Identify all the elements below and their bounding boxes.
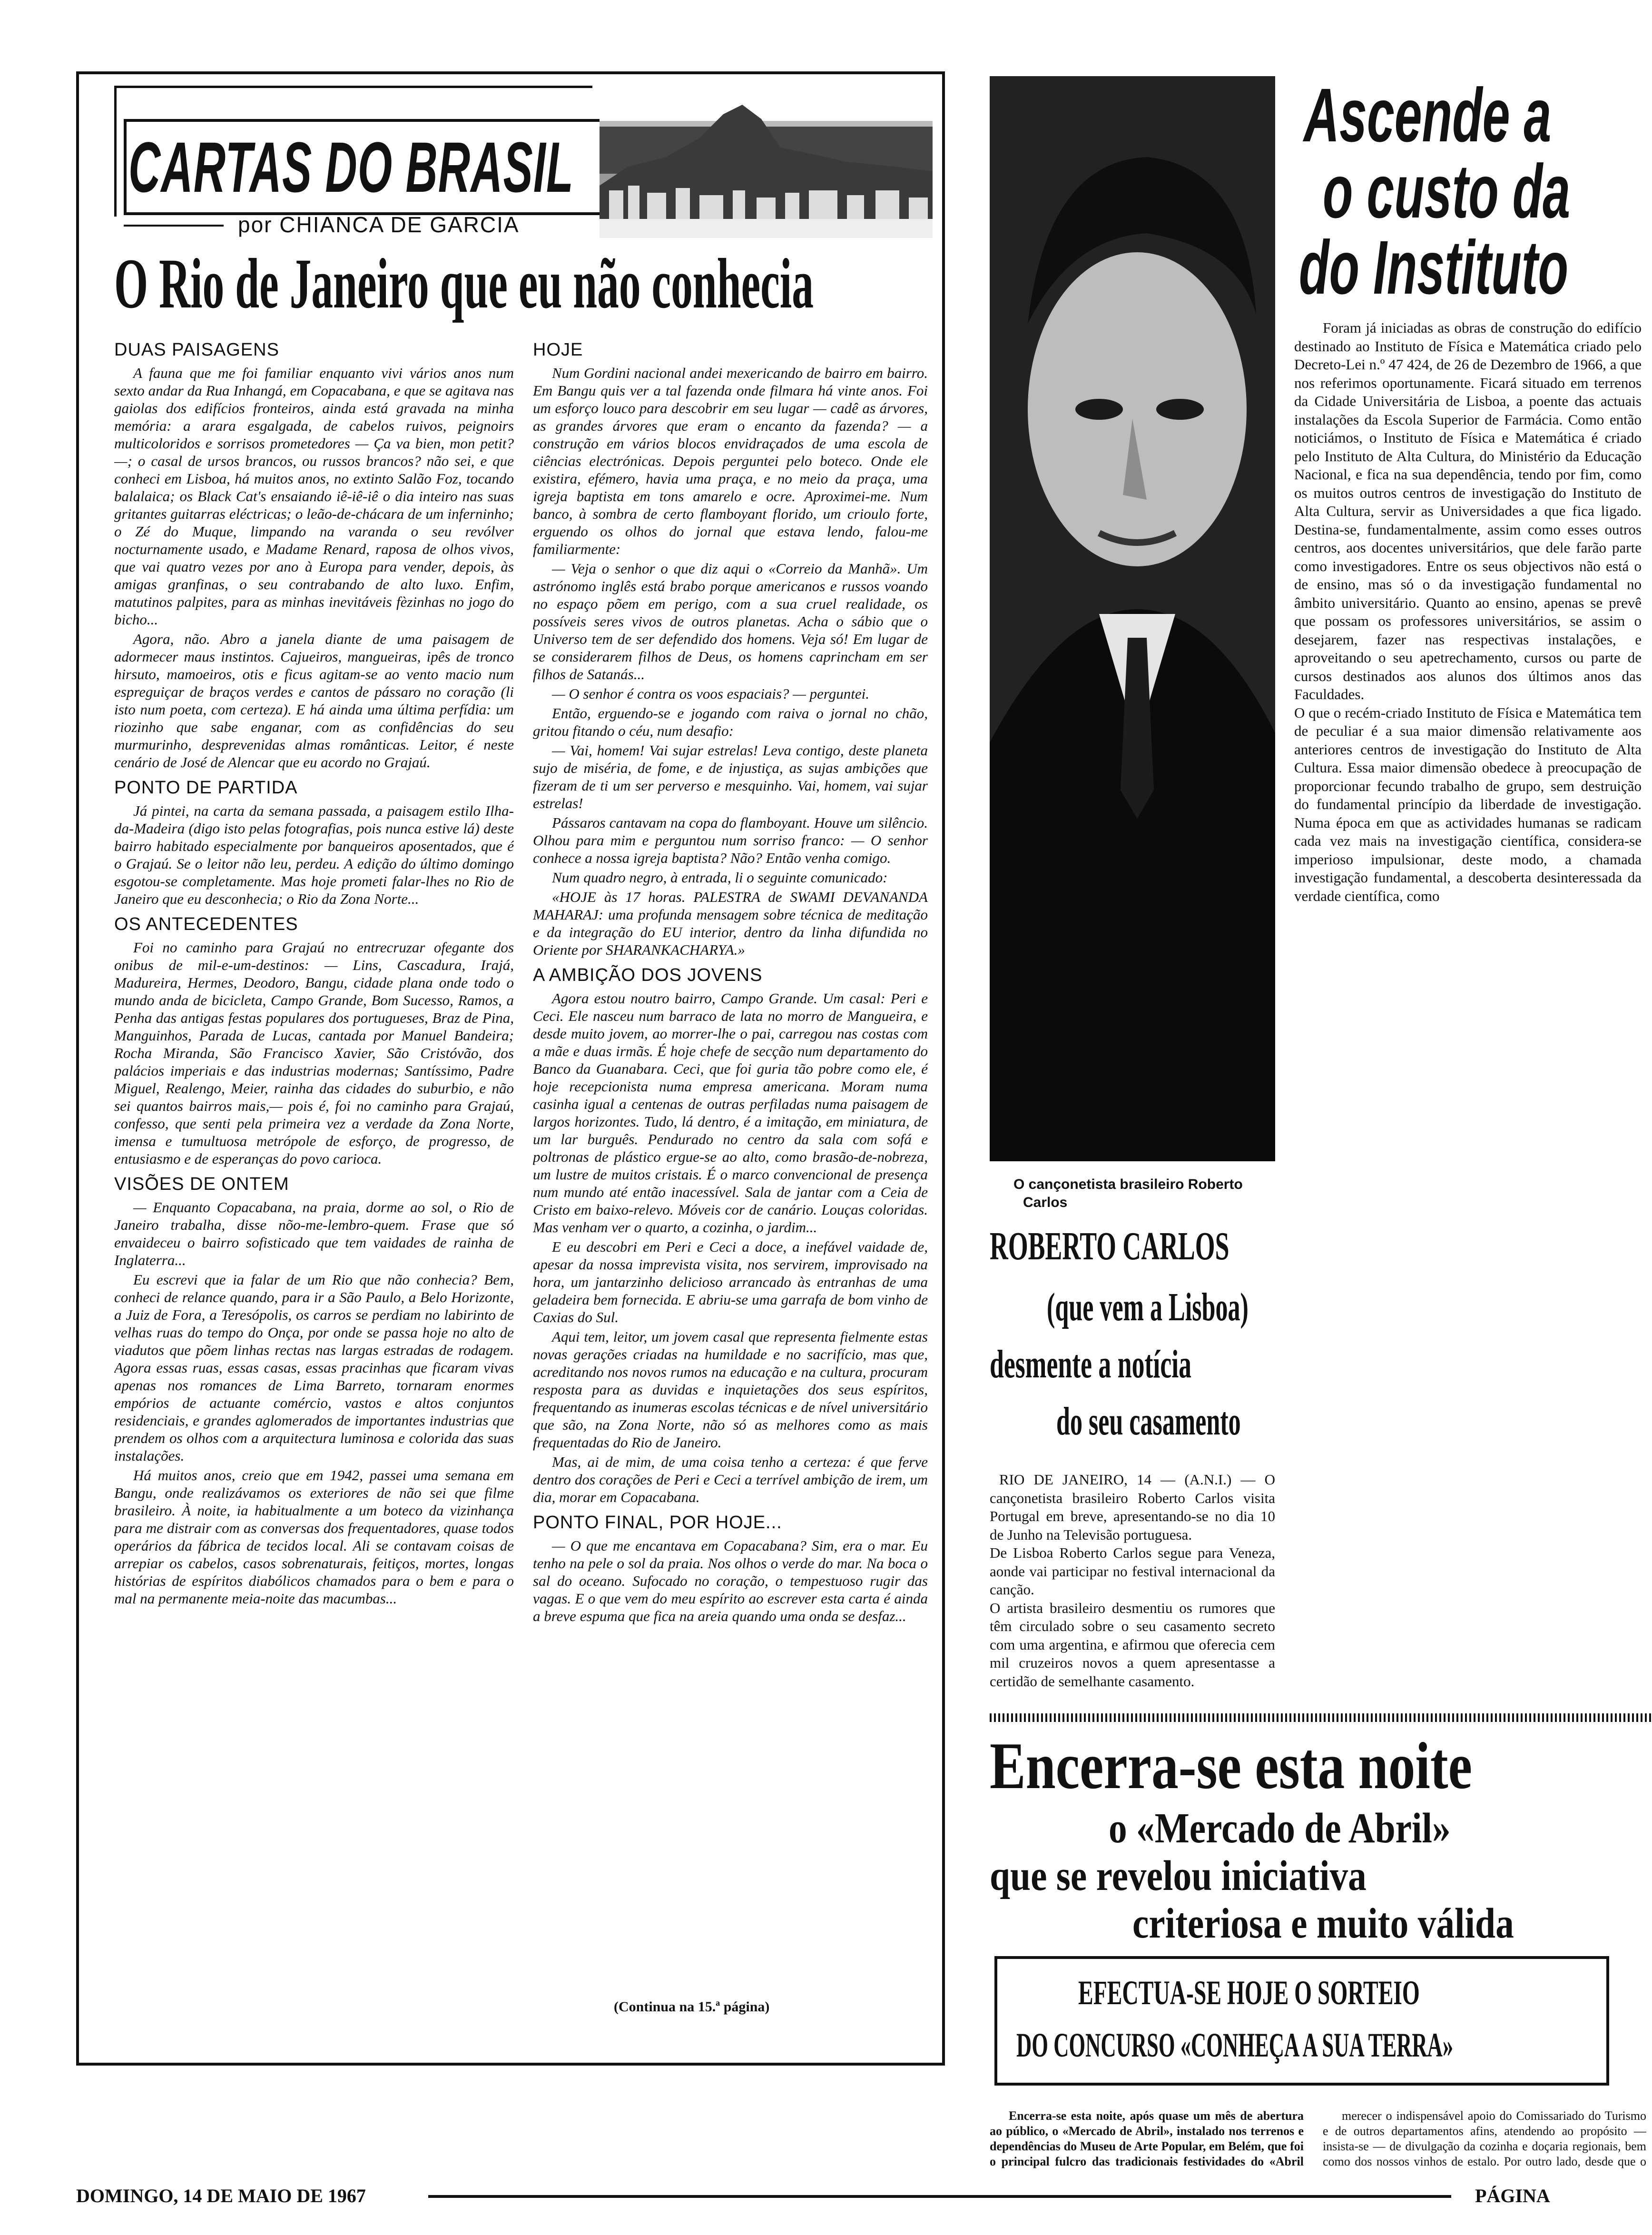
paragraph: Mas, ai de mim, de uma coisa tenho a certeza: é que ferve dentro dos corações de Peri e Ceci a terrível ambição de irem, um dia, morar em Copacabana. [533,1454,928,1505]
paragraph: Num quadro negro, à entrada, li o seguinte comunicado: [552,869,888,886]
mercado-headline-4-wrap [1132,1899,1652,1947]
cartas-headline-wrap [114,243,933,324]
sorteio-line-2-wrap [1016,2026,1597,2068]
paragraph: Há muitos anos, creio que em 1942, passei uma semana em Bangu, onde realizávamos os exteriores de não sei que filme brasileiro. À noite, ia habitualmente a um boteco da vizinhança para me distrair com as conversas dos frequentadores, quase todos operários da fábrica de tecidos local. Ali se contavam coisas de arrepiar os cabelos, casos sobrenaturais, feitiços, mortes, longas histórias de espíritos diabólicos chamados para o bem e para o mal na permanente meia-noite das macumbas... [114,1467,514,1607]
roberto-headline-line-3: desmente a notícia [990,1342,1192,1386]
roberto-headline-line-1: ROBERTO CARLOS [990,1224,1229,1268]
footer-date: DOMINGO, 14 DE MAIO DE 1967 [76,2185,366,2206]
cartas-column-2 [533,333,928,2023]
section-subhead: HOJE [533,340,583,360]
copacabana-photo [600,95,933,238]
section-subhead: PONTO DE PARTIDA [114,778,298,798]
sugarloaf-silhouette [600,95,933,238]
mercado-headline-4: criteriosa e muito válida [1132,1900,1514,1947]
roberto-carlos-photo [990,76,1275,1161]
mercado-headline-3-wrap [990,1851,1652,1899]
mercado-headline-2: o «Mercado de Abril» [1109,1805,1451,1851]
paragraph: Agora estou noutro bairro, Campo Grande. Um casal: Peri e Ceci. Ele nasceu num barraco de lata no morro de Mangueira, e desde muito jovem, ao morrer-lhe o pai, carregou nas costas com a mãe e duas irmãs. É hoje chefe de secção num departamento do Banco da Guanabara. Ceci, que foi guria tão pobre como ele, é hoje recepcionista numa empresa americana. Moram numa casinha igual a centenas de outras perfiladas numa paisagem de largos horizontes. Tudo, lá dentro, é a imitação, em miniatura, de um lar burguês. Pendurado no centro da sala com sofá e poltronas de plástico ergue-se ao alto, como brasão-de-nobreza, um lustre de muitos cristais. É o marco convencional de presença num mundo até então inacessível. Sala de jantar com a Ceia de Cristo em baixo-relevo. Móveis cor de canário. Louças coloridas. Mas venham ver o quarto, a cozinha, o jardim... [533,990,928,1236]
footer-page: PÁGINA [1475,2185,1550,2206]
paragraph: Pássaros cantavam na copa do flamboyant. Houve um silêncio. Olhou para mim e perguntou num sorriso franco: — O senhor conhece a nossa igreja baptista? Não? Então venha comigo. [533,814,928,866]
mercado-column-2a: merecer o indispensável apoio do Comissariado do Turismo e de outros departamentos afins, atendendo ao propósito — insista-se — de divulgação da cozinha e doçaria regionais, bem como dos nossos vinhos de estalo. Por outro lado, desde que o [1323,2109,1646,2168]
cartas-header [114,86,933,243]
section-separator [990,1713,1652,1722]
footer-rule [428,2195,1451,2198]
paragraph: Eu escrevi que ia falar de um Rio que não conhecia? Bem, conheci de relance quando, para ir a São Paulo, a Belo Horizonte, a Juiz de Fora, a Teresópolis, os carros se perdiam no labirinto de velhas ruas do tempo do Onça, por onde se passa hoje no alto de viadutos que põem linhas rectas nas largas estradas de rodagem. Agora essas ruas, essas casas, essas pracinhas que ficaram vivas apenas nos romances de Lima Barreto, tornaram enormes empórios de actuante comércio, vastos e altos conjuntos residenciais, e grandes aglomerados de importantes industrias que prendem os olhos com a arquitectura luminosa e colorida das suas instalações. [114,1271,514,1464]
paragraph: «HOJE às 17 horas. PALESTRA de SWAMI DEVANANDA MAHARAJ: uma profunda mensagem sobre técnica de meditação e da integração do EU interior, dentro da linha difundida no Oriente por SHARANKACHARYA.» [533,889,928,958]
cartas-headline: O Rio de Janeiro que eu não conhecia [114,244,814,323]
paragraph: — O senhor é contra os voos espaciais? — perguntei. [552,685,870,702]
mercado-text-frame [990,2108,1652,2170]
instituto-headline-line-3: do Instituto [1299,225,1569,305]
roberto-caption: O cançonetista brasileiro Roberto Carlos [1013,1177,1243,1210]
mercado-headline-1-wrap [990,1728,1652,1799]
continued-note: (Continua na 15.ª página) [609,1996,774,2018]
paragraph: Foi no caminho para Grajaú no entrecruzar ofegante dos onibus de mil-e-um-destinos: — Lins, Cascadura, Irajá, Madureira, Hermes, Deodoro, Bangu, cidade plana onde todo o mundo anda de bicicleta, Campo Grande, Bom Sucesso, Ramos, a Penha das antigas festas populares dos portugueses, Braz de Pina, Manguinhos, Parada de Lucas, cantada por Manuel Bandeira; Rocha Miranda, São Francisco Xavier, São Cristóvão, dos palácios imperiais e das industrias modernas; Santíssimo, Padre Miguel, Realengo, Meier, rainha das cidades do suburbio, e não sei quantos bairros mais,— pois é, foi no caminho para Grajaú, confesso, que senti pela primeira vez a verdade da Zona Norte, imensa e tumultuosa metrópole de esforço, de progresso, de entusiasmo e de esperanças do povo carioca. [114,939,514,1167]
instituto-body: Foram já iniciadas as obras de construção do edifício destinado ao Instituto de Física e Matemática criado pelo Decreto-Lei n.º 47 424, de 26 de Dezembro de 1966, a que nos referimos oportunamente. Ficará situado em terrenos da Cidade Universitária de Lisboa, a poente das actuais instalações da Escola Superior de Farmácia. Como então noticiámos, o Instituto de Física e Matemática é criado pelo Instituto de Alta Cultura, do Ministério da Educação Nacional, e fica na sua dependência, tendo por fim, como os muitos outros centros de investigação do Instituto de Alta Cultura, servir as Universidades a que fica ligado. Destina-se, fundamentalmente, assim como esses outros centros, aos docentes universitários, que dele farão parte como investigadores. Entre os seus objectivos não está o de ensino, mas só o da investigação fundamental no âmbito universitário. Quanto ao ensino, apenas se prevê que possam os professores universitários, se assim o desejarem, fazer nas respectivas instalações, e aproveitando o seu apetrechamento, cursos ou parte de cursos destinados aos alunos dos últimos anos das Faculdades. O que o recém-criado Instituto de Física e Matemática tem de peculiar é a sua maior dimensão relativamente aos anteriores centros de investigação do Instituto de Alta Cultura. Essa maior dimensão obedece à preocupação de proporcionar fecundo trabalho de grupo, sem destruição do fundamental princípio da liberdade de investigação. Numa época em que as actividades humanas se radicam cada vez mais na investigação científica, considera-se imperioso impulsionar, deste modo, a chamada investigação fundamental, a descoberta desinteressada da verdade científica, como [1294,319,1642,904]
paragraph: — Veja o senhor o que diz aqui o «Correio da Manhã». Um astrónomo inglês está brabo porque americanos e russos voando no espaço põem em perigo, com a sua cruel realidade, os possíveis seres vivos de outros planetas. Acha o sábio que o Universo tem de ser defendido dos homens. Veja só! Em lugar de se considerarem filhos de Deus, os homens caprincham em ser filhos de Satanás... [533,560,928,682]
sorteio-box [994,1956,1609,2086]
instituto-headline-line-2: o custo da [1323,148,1571,224]
section-subhead: DUAS PAISAGENS [114,340,279,360]
paragraph: — O que me encantava em Copacabana? Sim, era o mar. Eu tenho na pele o sol da praia. Nos olhos o verde do mar. Na boca o sal do oceano. Sufocado no coração, o tempestuoso rugir das vagas. E o que vem do meu espírito ao escrever esta carta é ainda a breve espuma que fica na areia quando uma onda se desfaz... [533,1537,928,1624]
mercado-headline-2-wrap [1109,1804,1652,1851]
section-subhead: VISÕES DE ONTEM [114,1174,289,1194]
cartas-byline: por CHIANCA DE GARCIA [238,212,520,237]
paragraph: Já pintei, na carta da semana passada, a paisagem estilo Ilha-da-Madeira (digo isto pelas fotografias, pois nunca estive lá) deste bairro habitado especialmente por banqueiros aposentados, que é o Grajaú. Se o leitor não leu, perdeu. A edição do último domingo esgotou-se completamente. Mas hoje prometi falar-lhes no Rio de Janeiro que eu desconhecia; o Rio da Zona Norte... [114,802,514,907]
section-subhead: PONTO FINAL, POR HOJE... [533,1513,782,1533]
sorteio-line-2: DO CONCURSO «CONHEÇA A SUA TERRA» [1016,2026,1454,2064]
portrait-figure [990,76,1275,1161]
roberto-body: RIO DE JANEIRO, 14 — (A.N.I.) — O cançonetista brasileiro Roberto Carlos visita Portugal em breve, apresentando-se no dia 10 de Junho na Televisão portuguesa. De Lisboa Roberto Carlos segue para Veneza, aonde vai participar no festival internacional da canção. O artista brasileiro desmentiu os rumores que têm circulado sobre o seu casamento secreto com uma argentina, e afirmou que oferecia cem mil cruzeiros novos a quem apresentasse a certidão de semelhante casamento. [990,1471,1275,1690]
mercado-headline-1: Encerra-se esta noite [990,1729,1472,1799]
sorteio-line-1: EFECTUA-SE HOJE O SORTEIO [1078,1974,1420,2012]
paragraph: — Vai, homem! Vai sujar estrelas! Leva contigo, deste planeta sujo de miséria, de fome, e de injustiça, as sujas ambições que fizeram de ti um ser perverso e mesquinho. Vai, homem, vai sujar estrelas! [533,742,928,811]
paragraph: Num Gordini nacional andei mexericando de bairro em bairro. Em Bangu quis ver a tal fazenda onde filmara há vinte anos. Foi um esforço louco para descobrir em seu lugar — cadê as árvores, as grandes árvores que eram o encanto da fazenda? — a construção em vários blocos envidraçados de uma escola de ciências electrónicas. Depois perguntei pelo boteco. Onde ele existira, efémero, havia uma praça, e no meio da praça, uma igreja baptista em tons amarelo e ocre. Aproximei-me. Num banco, à sombra de certo flamboyant florido, um crioulo forte, erguendo os olhos do jornal que estava lendo, falou-me familiarmente: [533,365,928,557]
roberto-headline [990,1223,1275,1466]
cartas-kicker [128,126,600,207]
instituto-headline [1294,71,1652,309]
cartas-kicker-text: CARTAS DO BRASIL [128,127,574,207]
cartas-column-1 [114,333,514,2023]
section-subhead: OS ANTECEDENTES [114,914,298,934]
byline-rule-left [124,225,224,227]
paragraph: Agora, não. Abro a janela diante de uma paisagem de adormecer maus instintos. Cajueiros, mangueiras, ipês de tronco hirsuto, mamoeiros, otis e ficus agitam-se ao vento macio num espreguiçar de braços verdes e cantos de pássaro no coração (li isto num poeta, com certeza). E há ainda uma última perfídia: um riozinho que sabe enganar, com as confidências do seu murmurinho, desprevenidas almas românticas. Leitor, é neste cenário de José de Alencar que eu acordo no Grajaú. [114,631,514,771]
roberto-headline-line-4: do seu casamento [1056,1399,1241,1444]
instituto-headline-line-1: Ascende a [1304,72,1552,148]
roberto-headline-line-2: (que vem a Lisboa) [1047,1285,1249,1329]
paragraph: A fauna que me foi familiar enquanto vivi vários anos num sexto andar da Rua Inhangá, em Copacabana, e que se agitava nas gaiolas dos edifícios fronteiros, ainda está gravada na minha memória: a arara esgalgada, de cabelos ruivos, peignoirs multicoloridos e sorrisos prometedores — Ça va bien, mon petit? —; o casal de ursos brancos, ou russos brancos? não sei, e que conheci em Lisboa, há muitos anos, no extinto Salão Foz, tocando balalaica; os Black Cat's ensaiando iê-iê-iê o dia inteiro nas suas gritantes guitarras eléctricas; o leão-de-chácara de um inferninho; o Zé do Muque, limpando na varanda o seu revólver nocturnamente usado, e Madame Renard, raposa de olhos vivos, que vai quatro vezes por ano à Europa para vender, depois, às amigas granfinas, o seu contrabando de alto luxo. Enfim, matutinos palpites, para as minhas inevitáveis fèzinhas no jogo do bicho... [114,365,514,628]
paragraph: E eu descobri em Peri e Ceci a doce, a inefável vaidade de, apesar da nossa imprevista visita, nos servirem, improvisado na hora, um jantarzinho delicioso arrancado às entranhas de uma geladeira bem fornecida. E abriu-se uma garrafa de bom vinho de Caxias do Sul. [533,1238,928,1325]
paragraph: Então, erguendo-se e jogando com raiva o jornal no chão, gritou fitando o céu, num desafio: [533,705,928,739]
paragraph: Aqui tem, leitor, um jovem casal que representa fielmente estas novas gerações criadas na humildade e no sacrifício, mas que, acreditando nos novos rumos na educação e na cultura, procuram resposta para as duvidas e inquietações dos seus espíritos, frequentando as inumeras escolas técnicas e de nível universitário que são, na Zona Norte, não só as melhores como as mais frequentadas do Rio de Janeiro. [533,1328,928,1451]
section-subhead: A AMBIÇÃO DOS JOVENS [533,965,763,985]
mercado-headline-3: que se revelou iniciativa [990,1852,1367,1899]
sorteio-line-1-wrap [1078,1973,1554,2016]
mercado-lead: Encerra-se esta noite, após quase um mês de abertura ao público, o «Mercado de Abril», instalado nos terrenos e dependências do Museu de Arte Popular, em Belém, que foi o principal fulcro das tradicionais festividades do «Abril [990,2109,1304,2168]
paragraph: — Enquanto Copacabana, na praia, dorme ao sol, o Rio de Janeiro trabalha, disse nõo-me-lembro-quem. Frase que só envaideceu o bairro sofisticado que tem vaidades de rainha de Inglaterra... [114,1199,514,1268]
